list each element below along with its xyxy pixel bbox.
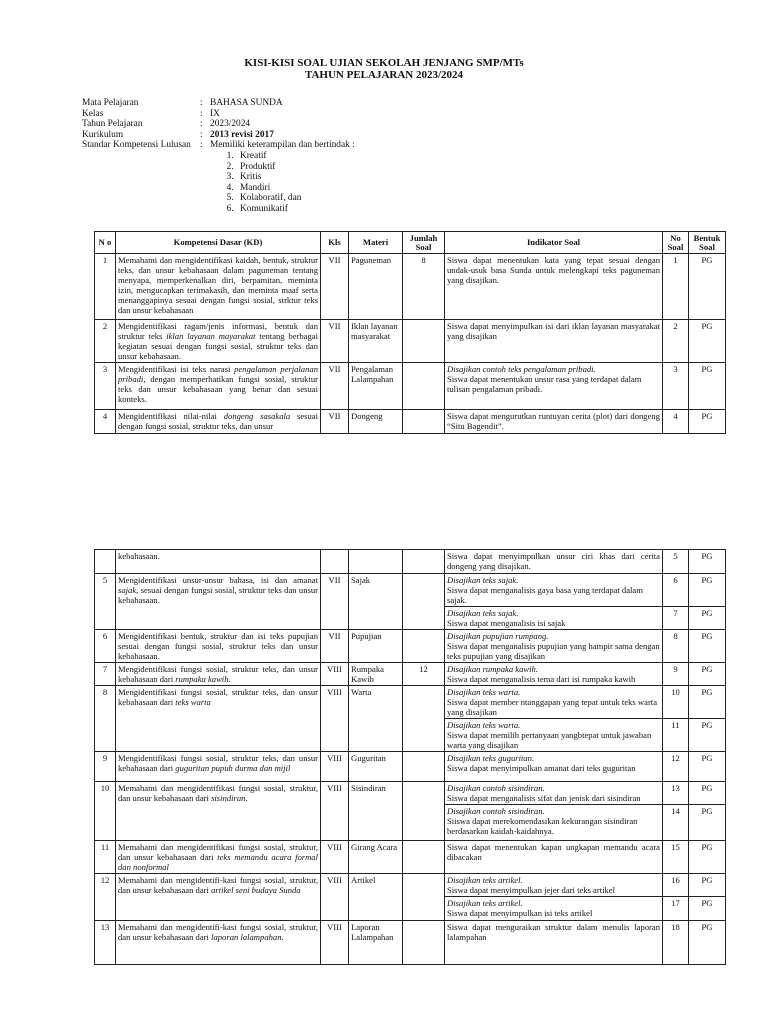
- col-kd: Kompetensi Dasar (KD): [116, 232, 321, 254]
- table-row: 5 Mengidentifikasi unsur-unsur bahasa, isi dan amanat sajak, sesuai dengan fungsi sosial, struktur teks dan unsur kebahasaan. VII Sajak Disajikan teks sajak. Siswa dapat menganalisis gaya basa yang terdapat dalam sajak. 6 PG: [95, 574, 726, 607]
- table-row: 4 Mengidentifikasi nilai-nilai dongeng sasakala sesuai dengan fungsi sosial, struktur teks, dan unsur VII Dongeng Siswa dapat mengurutkan runtuyan cerita (plot) dari dongeng “Situ Bagendit”. 4 PG: [95, 410, 726, 434]
- kelas-value: IX: [210, 108, 220, 119]
- table-row: 10 Memahami dan mengidentifikasi fungsi sosial, struktur, dan unsur kebahasaan dari sisindiran. VIII Sisindiran Disajikan contoh sisindiran. Siswa dapat menganalisis sifat dan jenisk dari sisindiran 13 PG: [95, 782, 726, 805]
- skl-item: 5. Kolaboratif, dan: [236, 193, 355, 204]
- col-indikator: Indikator Soal: [445, 232, 663, 254]
- table-header-row: [95, 232, 726, 254]
- table-row: Disajikan teks artikel. Siswa dapat menyimpulkan isi teks artikel 17 PG: [95, 897, 726, 921]
- skl-item: 4. Mandiri: [236, 183, 355, 194]
- table-row: Disajikan teks sajak. Siswa dapat menganalisis isi sajak 7 PG: [95, 607, 726, 630]
- col-nosoal: No Soal: [663, 232, 689, 254]
- col-no: N o: [95, 232, 116, 254]
- table-row: 9 Mengidentifikasi fungsi sosial, struktur teks, dan unsur kebahasaan dari guguritan pupuh durma dan mijil VIII Guguritan Disajikan teks guguritan. Siswa dapat menyimpulkan amanat dari teks guguritan 12 PG: [95, 752, 726, 782]
- kisi-table-part-2: [94, 549, 726, 965]
- skl-value: Memiliki keterampilan dan bertindak :: [210, 140, 355, 151]
- kelas-label: Kelas: [82, 108, 104, 119]
- skl-item: 1. Kreatif: [236, 151, 355, 162]
- table-row: 11 Memahami dan mengidentifikasi fungsi sosial, struktur, dan unsur kebahasaan dari teks memandu acara formal dan nonformal VIII Girang Acara Siswa dapat menentukan kapan ungkapan memandu acara dibacakan 15 PG: [95, 841, 726, 874]
- kurikulum-value: 2013 revisi 2017: [210, 129, 274, 140]
- document-title: [0, 57, 768, 81]
- col-jumlah: Jumlah Soal: [403, 232, 445, 254]
- table-row: 12 Memahami dan mengidentifi-kasi fungsi sosial, struktur, dan unsur kebahasaan dari artikel seni budaya Sunda VIII Artikel Disajikan teks artikel. Siswa dapat menyimpulkan jejer dari teks artikel 16 PG: [95, 874, 726, 897]
- col-bentuk: Bentuk Soal: [689, 232, 726, 254]
- identity-block: Mata Pelajaran : BAHASA SUNDA Kelas : IX Tahun Pelajaran : 2023/2024 Kurikulum : 2013 revisi 2017 Standar Kompetensi Lulusan : Memiliki keterampilan dan bertindak : 1. Kreatif 2. Produktif 3. Kritis 4. Mandiri 5. Kolaboratif, dan 6. Komunikatif: [82, 98, 355, 215]
- table-row: Disajikan teks warta. Siswa dapat memilih pertanyaan yangbtepat untuk jawaban warta yang disajikan 11 PG: [95, 719, 726, 752]
- title-line-1: KISI-KISI SOAL UJIAN SEKOLAH JENJANG SMP/MTs: [244, 57, 524, 69]
- table-row: 2 Mengidentifikasi ragam/jenis informasi, bentuk dan struktur teks iklan layanan mayarakat tentang berbagai kegiatan sesuai dengan fungsi sosial, struktur teks dan unsur kebahasaan. VII Iklan layanan masyarakat Siswa dapat menyimpulkan isi dari iklan layanan masyarakat yang disajikan 2 PG: [95, 320, 726, 363]
- skl-item: 2. Produktif: [236, 162, 355, 173]
- title-line-2: TAHUN PELAJARAN 2023/2024: [304, 69, 464, 81]
- mapel-label: Mata Pelajaran: [82, 98, 139, 108]
- skl-item: 6. Komunikatif: [236, 204, 355, 215]
- table-row: 3 Mengidentifikasi isi teks narasi pengalaman perjalanan pribadi, dengan memperhatikan fungsi sosial, struktur teks dan unsur kebahasaan yang benar dan sesuai konteks. VII Pengalaman Lalampahan Disajikan contoh teks pengalaman pribadi. Siswa dapat menentukan unsur rasa yang terdapat dalam tulisan pengalaman pribadi. 3 PG: [95, 363, 726, 410]
- table-row: 8 Mengidentifikasi fungsi sosial, struktur teks, dan unsur kebahasaan dari teks warta VIII Warta Disajikan teks warta. Siswa dapat member ntanggapan yang tepat untuk teks warta yang disajikan 10 PG: [95, 686, 726, 719]
- tahun-value: 2023/2024: [210, 119, 251, 130]
- table-row: 13 Memahami dan mengidentifi-kasi fungsi sosial, struktur, dan unsur kebahasaan dari laporan lalampahan. VIII Laporan Lalampahan Siswa dapat menguraikan struktur dalam menulis laporan lalampahan 18 PG: [95, 921, 726, 965]
- col-kls: Kls: [321, 232, 349, 254]
- tahun-label: Tahun Pelajaran: [82, 119, 143, 130]
- skl-label: Standar Kompetensi Lulusan: [82, 140, 191, 151]
- skl-list: [210, 151, 355, 215]
- kisi-table-part-1: [94, 231, 726, 434]
- skl-item: 3. Kritis: [236, 172, 355, 183]
- mapel-value: BAHASA SUNDA: [210, 98, 283, 108]
- col-materi: Materi: [349, 232, 403, 254]
- kurikulum-label: Kurikulum: [82, 129, 124, 140]
- table-row: 7 Mengidentifikasi fungsi sosial, struktur teks, dan unsur kebahasaan dari rumpaka kawih. VIII Rumpaka Kawih 12 Disajikan rumpaka kawih. Siswa dapat menganalisis tema dari isi rumpaka kawih 9 PG: [95, 663, 726, 686]
- table-row: Disajikan contoh sisindiran. Siiswa dapat merekomendasikan kekurangan sisindiran berdasarkan kaidah-kaidahnya. 14 PG: [95, 805, 726, 841]
- table-row: 6 Mengidentifikasi bentuk, struktur dan isi teks pupujian sesuai dengan fungsi sosial, struktur teks dan unsur kebahasaan. VII Pupujian Disajikan pupujian rumpang. Siswa dapat menganalisis pupujian yang hampir sama dengan teks pupujian yang disajikan 8 PG: [95, 630, 726, 663]
- table-row: kebahasaan. Siswa dapat menyimpulkan unsur ciri khas dari cerita dongeng yang disajikan. 5 PG: [95, 550, 726, 574]
- table-row: 1 Memahami dan mengidentifikasi kaidah, bentuk, struktur teks, dan unsur kebahasaan dalam paguneman tentang menyapa, memperkenalkan diri, berpamitan, meminta izin, mengucapkan terimakasih, dan meminta maaf serta menanggapinya sesuai dengan fungsi sosial, strktur teks dan unsur kebahasaan VII Paguneman 8 Siswa dapat menentukan kata yang tepat sesuai dengan undak-usuk basa Sunda untuk melengkapi teks paguneman yang disajikan. 1 PG: [95, 254, 726, 320]
